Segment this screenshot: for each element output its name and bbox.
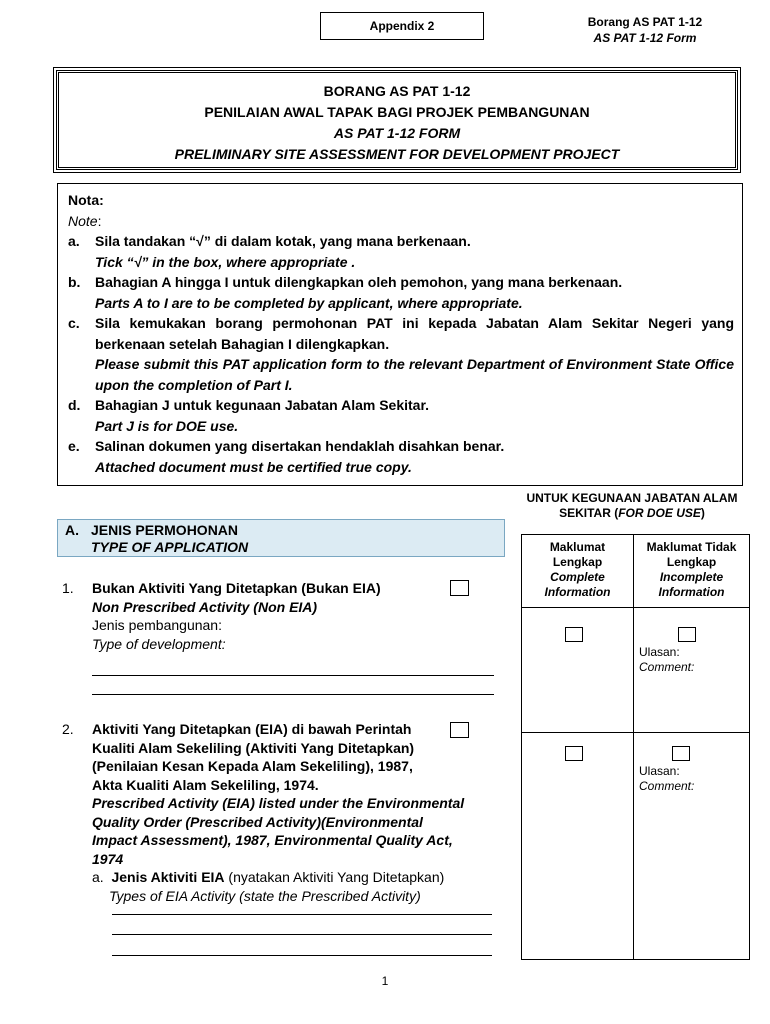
notes-box xyxy=(57,183,743,486)
development-type-line-2[interactable] xyxy=(92,694,494,695)
item-1-number: 1. xyxy=(62,580,74,596)
note-item-c: c. Sila kemukakan borang permohonan PAT ini kepada Jabatan Alam Sekitar Negeri yang berkenaan setelah Bahagian I dilengkapkan. Please submit this PAT application form to the relevant Department of Environment State Office upon the completion of Part I. xyxy=(68,315,734,393)
doe-use-heading: UNTUK KEGUNAAN JABATAN ALAM SEKITAR (FOR DOE USE) xyxy=(526,491,738,520)
doe-comment-2[interactable]: Ulasan: Comment: xyxy=(639,764,695,793)
doe-complete-checkbox-1[interactable] xyxy=(565,627,583,642)
note-item-d: d. Bahagian J untuk kegunaan Jabatan Alam Sekitar. Part J is for DOE use. xyxy=(68,397,430,434)
item-2-text: Aktiviti Yang Ditetapkan (EIA) di bawah Perintah Kualiti Alam Sekeliling (Aktiviti Yang Ditetapkan) (Penilaian Kesan Kepada Alam Sekeliling), 1987, Akta Kualiti Alam Sekeliling, 1974. Prescribed Activity (EIA) listed under the Environmental Quality Order (Prescribed Activity)(Environmental Impact Assessment), 1987, Environmental Quality Act, 1974 a. Jenis Aktiviti EIA (nyatakan Aktiviti Yang Ditetapkan) Types of EIA Activity (state the Prescribed Activity) xyxy=(92,721,465,904)
eia-activity-line-2[interactable] xyxy=(112,934,492,935)
title-line-3: AS PAT 1-12 FORM xyxy=(333,125,461,141)
form-ref-en: AS PAT 1-12 Form xyxy=(593,31,697,45)
item-1-text: Bukan Aktiviti Yang Ditetapkan (Bukan EIA) Non Prescribed Activity (Non EIA) Jenis pembangunan: Type of development: xyxy=(92,580,381,652)
form-title-box xyxy=(56,70,738,170)
note-item-a: a. Sila tandakan “√” di dalam kotak, yang mana berkenaan. Tick “√” in the box, where appropriate . xyxy=(68,233,471,270)
page-number: 1 xyxy=(381,974,389,988)
development-type-line-1[interactable] xyxy=(92,675,494,676)
doe-incomplete-checkbox-1[interactable] xyxy=(678,627,696,642)
doe-incomplete-checkbox-2[interactable] xyxy=(672,746,690,761)
doe-comment-1[interactable]: Ulasan: Comment: xyxy=(639,645,695,674)
form-ref-ms: Borang AS PAT 1-12 xyxy=(587,15,703,29)
notes-heading-en: Note: xyxy=(68,212,102,229)
note-item-b: b. Bahagian A hingga I untuk dilengkapkan oleh pemohon, yang mana berkenaan. Parts A to I are to be completed by applicant, where appropriate. xyxy=(68,274,623,311)
notes-heading-ms: Nota: xyxy=(68,192,104,208)
item-2-checkbox[interactable] xyxy=(450,722,469,738)
title-line-4: PRELIMINARY SITE ASSESSMENT FOR DEVELOPMENT PROJECT xyxy=(174,146,620,162)
item-2-number: 2. xyxy=(62,721,74,737)
doe-col-complete-header: Maklumat Lengkap Complete Information xyxy=(544,540,611,599)
item-1-checkbox[interactable] xyxy=(450,580,469,596)
section-a-header: A. JENIS PERMOHONAN TYPE OF APPLICATION xyxy=(57,519,505,557)
form-reference xyxy=(560,14,730,46)
doe-complete-checkbox-2[interactable] xyxy=(565,746,583,761)
note-item-e: e. Salinan dokumen yang disertakan hendaklah disahkan benar. Attached document must be certified true copy. xyxy=(68,438,505,475)
appendix-label: Appendix 2 xyxy=(320,12,484,40)
eia-activity-line-1[interactable] xyxy=(112,914,492,915)
doe-col-incomplete-header: Maklumat Tidak Lengkap Incomplete Information xyxy=(646,540,737,599)
title-line-1: BORANG AS PAT 1-12 xyxy=(323,83,471,99)
title-line-2: PENILAIAN AWAL TAPAK BAGI PROJEK PEMBANGUNAN xyxy=(204,104,590,120)
eia-activity-line-3[interactable] xyxy=(112,955,492,956)
doe-review-table xyxy=(521,534,750,960)
